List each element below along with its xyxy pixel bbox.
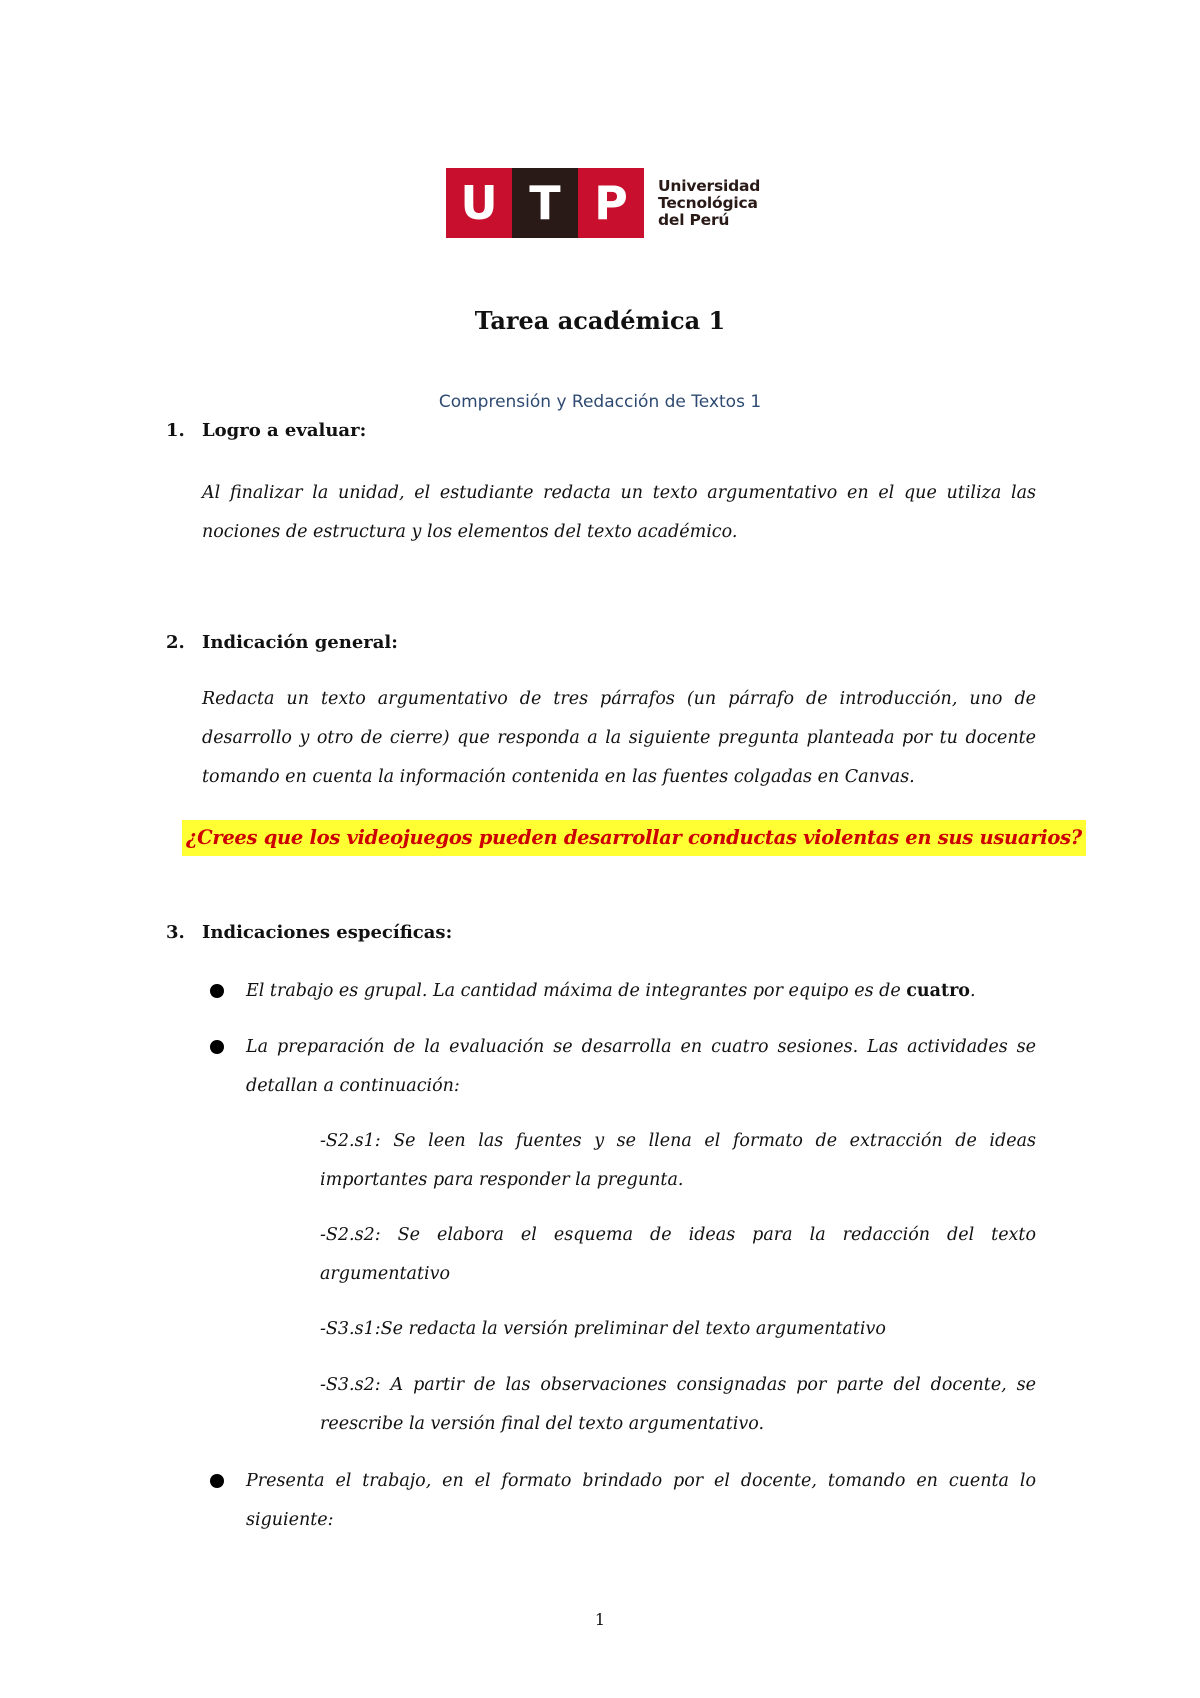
bullet-icon <box>210 1474 224 1488</box>
section-heading-logro: 1. Logro a evaluar: <box>166 420 367 441</box>
page-number: 1 <box>594 1610 606 1629</box>
utp-logo <box>446 168 760 238</box>
logo-letter-t: T <box>512 168 578 238</box>
bullet-icon <box>210 1040 224 1054</box>
session-item-s2s1: -S2.s1: Se leen las fuentes y se llena el formato de extracción de ideas importantes para responder la pregunta. <box>320 1131 1036 1190</box>
logo-university-name: Universidad Tecnológica del Perú <box>658 176 761 229</box>
section-text-logro: Al finalizar la unidad, el estudiante redacta un texto argumentativo en el que utiliza las nociones de estructura y los elementos del texto académico. <box>202 483 1036 542</box>
session-item-s2s2: -S2.s2: Se elabora el esquema de ideas para la redacción del texto argumentativo <box>320 1225 1036 1284</box>
document-title: Tarea académica 1 <box>474 306 726 335</box>
session-item-s3s1: -S3.s1:Se redacta la versión preliminar del texto argumentativo <box>320 1319 886 1339</box>
logo-letter-u: U <box>446 168 512 238</box>
course-subtitle: Comprensión y Redacción de Textos 1 <box>438 392 762 412</box>
bullet-item-grupal: El trabajo es grupal. La cantidad máxima de integrantes por equipo es de cuatro. <box>246 981 976 1001</box>
bullet-icon <box>210 984 224 998</box>
section-text-indicacion-general: Redacta un texto argumentativo de tres párrafos (un párrafo de introducción, uno de desarrollo y otro de cierre) que responda a la siguiente pregunta planteada por tu docente tomando en cuenta la información contenida en las fuentes colgadas en Canvas. <box>202 689 1036 787</box>
bullet-item-presenta: Presenta el trabajo, en el formato brindado por el docente, tomando en cuenta lo siguiente: <box>246 1471 1036 1530</box>
section-heading-indicacion-general: 2. Indicación general: <box>166 632 398 653</box>
section-heading-indicaciones-especificas: 3. Indicaciones específicas: <box>166 922 453 943</box>
session-item-s3s2: -S3.s2: A partir de las observaciones consignadas por parte del docente, se reescribe la versión final del texto argumentativo. <box>320 1375 1036 1434</box>
bullet-item-sesiones: La preparación de la evaluación se desarrolla en cuatro sesiones. Las actividades se detallan a continuación: <box>246 1037 1036 1096</box>
logo-letter-p: P <box>578 168 644 238</box>
highlighted-question: ¿Crees que los videojuegos pueden desarrollar conductas violentas en sus usuarios? <box>182 820 1086 856</box>
